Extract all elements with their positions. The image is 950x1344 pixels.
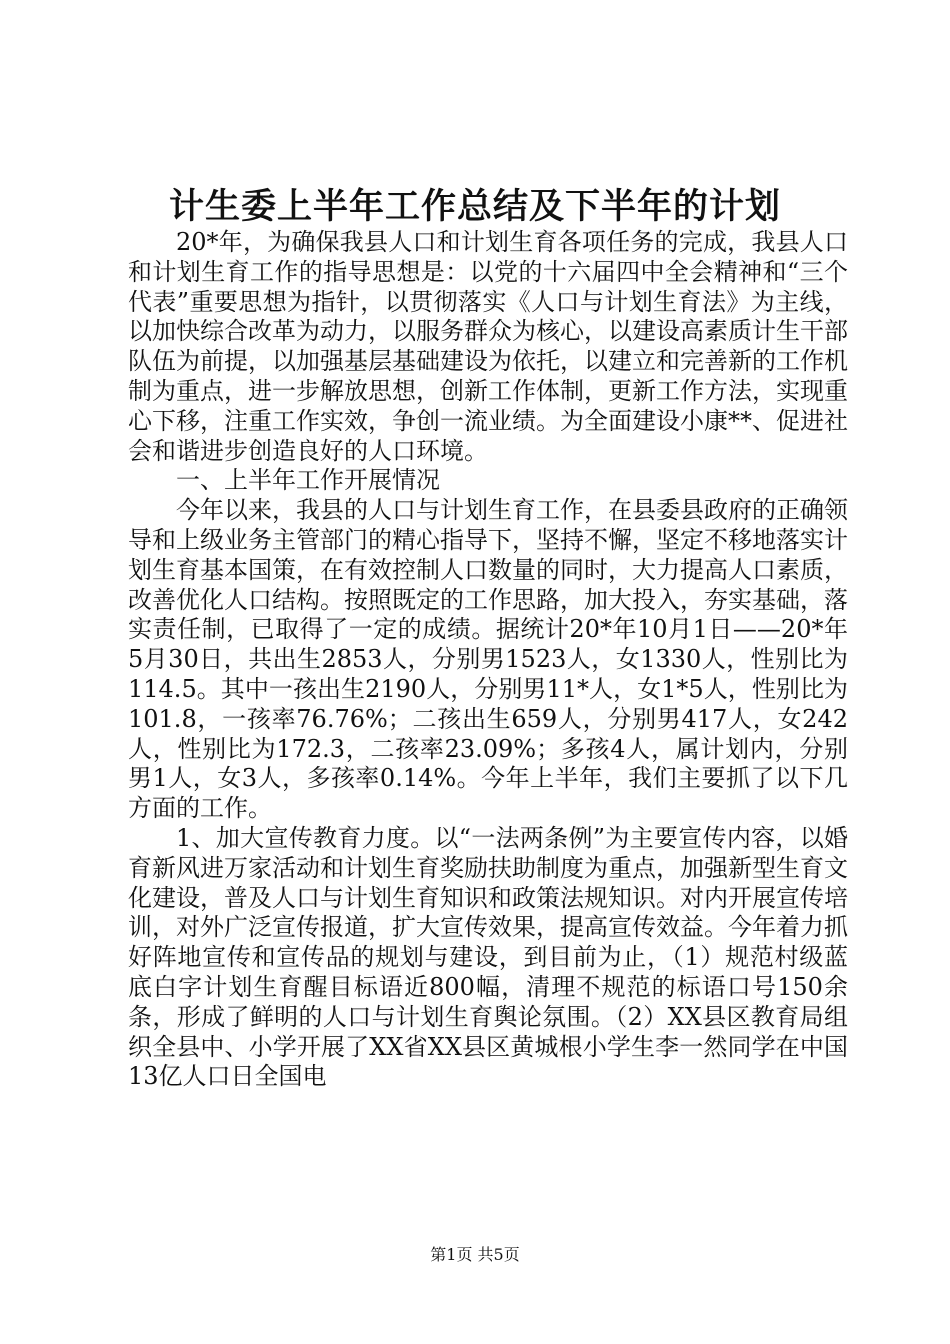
document-body — [128, 228, 848, 1092]
page-footer: 第1页 共5页 — [430, 1245, 520, 1264]
section-heading-first-half: 一、上半年工作开展情况 — [176, 466, 440, 495]
paragraph-guiding-thought: 20*年，为确保我县人口和计划生育各项任务的完成，我县人口和计划生育工作的指导思想是：以党的十六届四中全会精神和“三个代表”重要思想为指针，以贯彻落实《人口与计划生育法》为主线，以加快综合改革为动力，以服务群众为核心，以建设高素质计生干部队伍为前提，以加强基层基础建设为依托，以建立和完善新的工作机制为重点，进一步解放思想，创新工作体制，更新工作方法，实现重心下移，注重工作实效，争创一流业绩。为全面建设小康**、促进社会和谐进步创造良好的人口环境。 — [128, 228, 848, 465]
paragraph-statistics: 今年以来，我县的人口与计划生育工作，在县委县政府的正确领导和上级业务主管部门的精心指导下，坚持不懈，坚定不移地落实计划生育基本国策，在有效控制人口数量的同时，大力提高人口素质，改善优化人口结构。按照既定的工作思路，加大投入，夯实基础，落实责任制，已取得了一定的成绩。据统计20*年10月1日——20*年5月30日，共出生2853人，分别男1523人，女1330人，性别比为114.5。其中一孩出生2190人，分别男11*人，女1*5人，性别比为101.8，一孩率76.76%；二孩出生659人，分别男417人，女242人，性别比为172.3，二孩率23.09%；多孩4人，属计划内，分别男1人，女3人，多孩率0.14%。今年上半年，我们主要抓了以下几方面的工作。 — [128, 496, 848, 823]
document-title: 计生委上半年工作总结及下半年的计划 — [168, 187, 781, 227]
paragraph-publicity: 1、加大宣传教育力度。以“一法两条例”为主要宣传内容，以婚育新风进万家活动和计划生育奖励扶助制度为重点，加强新型生育文化建设，普及人口与计划生育知识和政策法规知识。对内开展宣传培训，对外广泛宣传报道，扩大宣传效果，提高宣传效益。今年着力抓好阵地宣传和宣传品的规划与建设，到目前为止，（1）规范村级蓝底白字计划生育醒目标语近800幅，清理不规范的标语口号150余条，形成了鲜明的人口与计划生育舆论氛围。（2）XX县区教育局组织全县中、小学开展了XX省XX县区黄城根小学生李一然同学在中国13亿人口日全国电 — [128, 823, 848, 1091]
